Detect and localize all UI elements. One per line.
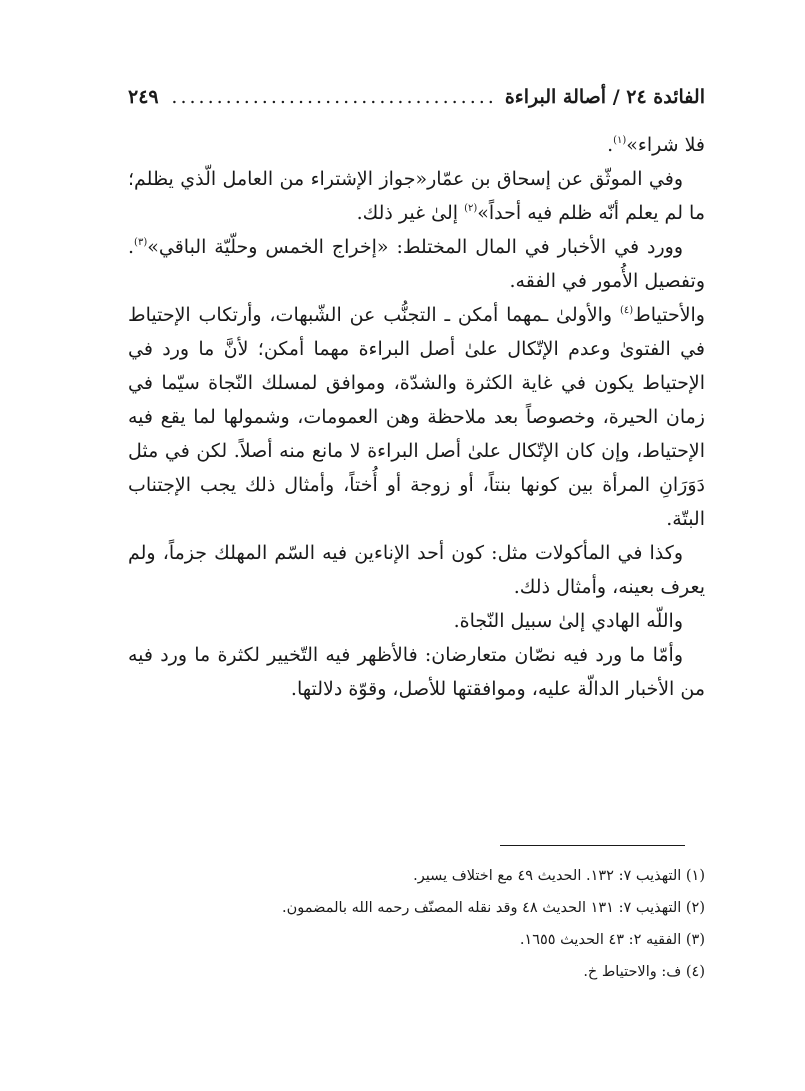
footnotes (128, 860, 705, 988)
footnote-ref: (٣) (134, 237, 148, 248)
footnote-ref: (٢) (464, 203, 478, 214)
footnote-ref: (١) (613, 135, 627, 146)
running-header (128, 86, 705, 116)
header-leader-dots (167, 86, 497, 108)
header-title: الفائدة ٢٤ / أصالة البراءة (504, 86, 705, 108)
paragraph-text: إلىٰ غير ذلك. (356, 202, 465, 224)
footnote-divider (500, 845, 685, 846)
footnote-4: (٤) ف: والاحتياط خ. (583, 964, 705, 980)
footnote-ref: (٤) (619, 305, 634, 316)
footnote-3: (٣) الفقيه ٢: ٤٣ الحديث ١٦٥٥. (519, 932, 705, 948)
paragraph-1 (128, 128, 705, 162)
paragraph-2 (128, 162, 705, 230)
paragraph-text: وورد في الأخبار في المال المختلط: «إخراج الخمس وحلّيّة الباقي» (147, 236, 683, 258)
paragraph-text: والأولىٰ ـمهما أمكن ـ التجنُّب عن الشّبهات، وأرتكاب الإحتياط في الفتوىٰ وعدم الإتّكال علىٰ أصل البراءة مهما أمكن؛ لأنَّ ما ورد في الإحتياط يكون في غاية الكثرة والشدّة، وموافق لمسلك النّجاة سيّما في زمان الحيرة، وخصوصاً بعد ملاحظة وهن العمومات، وشمولها لما يقع فيه الإحتياط، وإن كان الإتّكال علىٰ أصل البراءة لا مانع منه أصلاً. لكن في مثل دَوَرَانِ المرأة بين كونها بنتاً، أو زوجة أو أُختاً، وأمثال ذلك يجب الإجتناب البتّة. (128, 304, 705, 530)
page-number: ٢٤٩ (128, 86, 159, 108)
paragraph-text: وأمّا ما ورد فيه نصّان متعارضان: فالأظهر فيه التّخيير لكثرة ما ورد فيه من الأخبار الدالّة عليه، وموافقتها للأصل، وقوّة دلالتها. (128, 644, 705, 700)
paragraph-text: فلا شراء» (626, 134, 705, 156)
paragraph-5 (128, 536, 705, 604)
paragraph-3 (128, 230, 705, 298)
footnote-1: (١) التهذيب ٧: ١٣٢. الحديث ٤٩ مع اختلاف يسير. (413, 868, 705, 884)
paragraph-text: . (607, 134, 614, 156)
paragraph-text: والأحتياط (633, 304, 705, 326)
paragraph-4 (128, 298, 705, 536)
paragraph-text: واللّه الهادي إلىٰ سبيل النّجاة. (453, 610, 683, 632)
paragraph-text: وكذا في المأكولات مثل: كون أحد الإناءين فيه السّم المهلك جزماً، ولم يعرف بعينه، وأمثال ذلك. (128, 542, 705, 598)
paragraph-7 (128, 638, 705, 706)
paragraph-text: . وتفصيل الأُمور في الفقه. (128, 236, 705, 292)
paragraph-text: وفي الموثّق عن إسحاق بن عمّار«جواز الإشتراء من العامل الّذي يظلم؛ ما لم يعلم أنّه ظلم فيه أحداً» (128, 168, 705, 224)
paragraph-6 (128, 604, 705, 638)
main-text (128, 128, 705, 706)
footnote-2: (٢) التهذيب ٧: ١٣١ الحديث ٤٨ وقد نقله المصنّف رحمه الله بالمضمون. (282, 900, 705, 916)
